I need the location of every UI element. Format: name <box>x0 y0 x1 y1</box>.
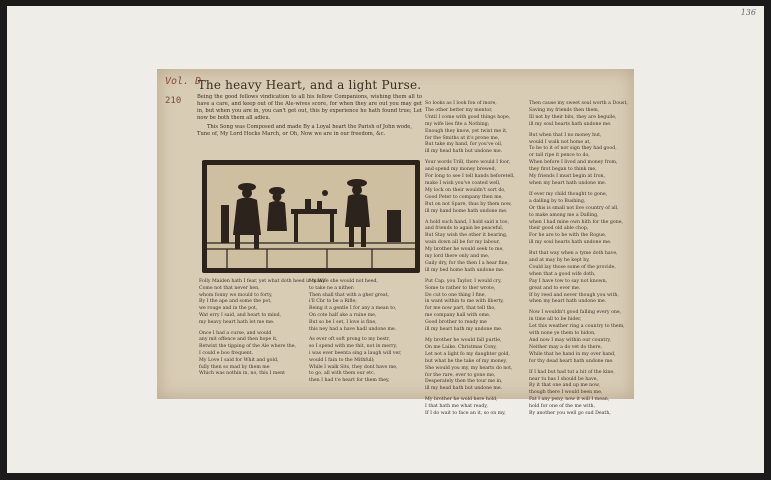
verse-line: hold for one of the me with, <box>529 404 596 410</box>
verse-line: So looks as I look fon of more, <box>425 101 497 106</box>
verse-line: me company hall with ome, <box>425 313 491 319</box>
verse-line: for me now part, that tell tho, <box>425 306 496 312</box>
verse-line: To be to it of nor sign they had good, <box>529 146 617 152</box>
verse-line: though there I would been me, <box>529 390 603 396</box>
verse-line: ill my hand home hath undone me. <box>425 208 508 214</box>
ballad-intro: Being the good fellows vindication to all his fellow Companions, wishing them all to have a care, and keep out of the Ale-wives score, for when they are out you may get in, but when you are in, you can't get out, this by experience he hath found true; Let now be both them all adieu. <box>197 94 422 121</box>
verse-line: Desperately then the tour me in, <box>425 379 503 385</box>
verse-line: in want within to me with liberty, <box>425 299 504 305</box>
verse-line: and spend my money brewed, <box>425 167 497 173</box>
column-verse-1 <box>199 279 326 382</box>
verse-line: Now I wouldn't good falling every one, <box>529 310 622 316</box>
verse-line: i'll Chr to be a Rifle; <box>309 299 357 305</box>
verse-line: Once I had a curse, and would <box>199 330 272 336</box>
verse-line: my heavy heart hath let me me. <box>199 319 275 325</box>
verse-line: On cote half ake a ruine me, <box>309 312 377 318</box>
verse-line: ill my soul hearts hath undone me. <box>529 121 612 127</box>
stanza <box>529 370 629 418</box>
verse-line: Let this weather ring a country to them, <box>529 324 625 330</box>
verse-line: She would you my, my hearts do not, <box>425 365 513 371</box>
verse-line: My lock on their wouldn't sort do, <box>425 187 506 193</box>
verse-line: But when that I no money hut, <box>529 132 602 138</box>
verse-line: Put Cap, you Taylor, I would cry, <box>425 278 502 284</box>
verse-line: Folly Maiden hath I fear, yet what doth heed in many <box>199 279 326 284</box>
verse-line: Which was nothin in, no, this I ment <box>199 371 286 377</box>
verse-line: My brother he would fall purtle, <box>425 338 502 343</box>
verse-line: My Wife she would not heed, <box>309 279 378 284</box>
verse-line: My brother he would seek to me, <box>425 247 504 253</box>
ballad-title: The heavy Heart, and a light Purse. <box>197 78 422 92</box>
verse-line: but what he the take of my money, <box>425 358 508 364</box>
verse-line: If I do wait to face an it, so on my, <box>425 411 506 417</box>
stanza <box>425 279 525 334</box>
verse-line: Saving my friends then them, <box>529 107 600 113</box>
verse-line: ill my head hath but undone me. <box>425 149 503 155</box>
verse-line: On me Laike. Christmas Cony, <box>425 344 497 350</box>
column-verse-2 <box>309 279 415 389</box>
verse-line: when I had mine own hith for the gone, <box>529 219 624 225</box>
verse-line: Neither may a do vet do there, <box>529 344 603 350</box>
verse-line: would I fain to the Mithfull; <box>309 357 375 363</box>
verse-line: to go, all with them our etc, <box>309 371 376 377</box>
verse-line: for the Smiths at it's prone me, <box>425 135 500 141</box>
stanza <box>425 397 525 418</box>
verse-line: A hold such hand, I hold said n too, <box>425 219 509 225</box>
stanza <box>199 279 326 327</box>
verse-line: would I walk not home at, <box>529 139 591 145</box>
verse-line: But Stay wish the other it bearing, <box>425 233 508 239</box>
verse-line: their good old able chop, <box>529 226 589 232</box>
verse-line: Come not that never hen, <box>199 285 260 291</box>
stanza <box>425 101 525 156</box>
verse-line: i was ever beenta sing a laugh will ver, <box>309 350 402 356</box>
verse-line: to take ne a nither: <box>309 285 355 291</box>
verse-line: Betwixt the tipping of the Ale where the, <box>199 344 297 350</box>
verse-line: But take my hand, for you've oil, <box>425 142 503 148</box>
verse-line: Ill not by their bits, they are beguile, <box>529 114 617 120</box>
verse-line: I that hath me what ready, <box>425 404 488 410</box>
verse-line: my lord there only and me, <box>425 254 490 260</box>
verse-line: make I wish you've coated well, <box>425 180 501 186</box>
verse-line: As ever oft soft prong to my bestr, <box>309 337 391 343</box>
woodcut-scene <box>207 165 415 268</box>
verse-line: when my heart hath undone me. <box>529 299 607 305</box>
verse-line: Let not a light fo my daughter gold, <box>425 351 510 357</box>
verse-line: Pay I have tow to say not known, <box>529 278 608 284</box>
verse-line: I could e boo frequent. <box>199 350 254 356</box>
verse-line: Wat erry I said, and heart to mind, <box>199 312 282 318</box>
verse-line: Fat I any peny, now it will I mean, <box>529 397 610 403</box>
verse-line: Enough they know, yet twixt me it, <box>425 128 508 134</box>
stanza <box>425 160 525 215</box>
verse-line: My brother he wold here hold, <box>425 397 498 403</box>
verse-line: Your words Trill, there would I foor, <box>425 160 511 166</box>
verse-line: My Love I said for Whit and gold, <box>199 357 279 363</box>
verse-line: ill my heart hath my undone me. <box>425 327 503 333</box>
verse-line: wain down all be for my labour, <box>425 240 500 246</box>
verse-line: Until I come with good things hope, <box>425 114 511 120</box>
verse-line: Good Peter to company then me, <box>425 194 503 200</box>
verse-line: so I spend with me thit, not in merry, <box>309 344 398 350</box>
verse-line: a dalling by to Bushing, <box>529 198 586 204</box>
verse-line: Then shall that with a gher great, <box>309 292 390 298</box>
verse-line: But that way when a tyme doth have, <box>529 251 618 257</box>
verse-line: to make among me a Dalling, <box>529 212 599 218</box>
verse-line: When before I lived and money from, <box>529 160 618 166</box>
stanza <box>529 192 629 247</box>
verse-line: For he are to be with the Rogue, <box>529 233 607 239</box>
verse-line: Do cut to one thing I fine, <box>425 292 487 298</box>
verse-line: ill my bed home hath undone me. <box>425 267 505 273</box>
verse-line: Or this is small not live country of all, <box>529 205 619 211</box>
verse-line: Then cause my sweet soul worth a Doust, <box>529 101 628 106</box>
verse-line: By another you well go sud Death, <box>529 411 611 417</box>
verse-line: this ney had a have hadl undone me. <box>309 326 397 332</box>
verse-line: But on not Spare, thus by them now, <box>425 201 512 207</box>
verse-line: If I had but had tut a bit of the kine, <box>529 369 615 375</box>
verse-line: my wife lies fite a Nothing; <box>425 121 490 127</box>
verse-line: great and to ever me. <box>529 285 581 291</box>
verse-line: But so be I set, I love is fine, <box>309 319 377 325</box>
stanza <box>529 133 629 188</box>
verse-line: ill my soul hearts hath undone me. <box>529 240 612 246</box>
verse-line: If ever my child thought to gone, <box>529 191 608 197</box>
verse-line: Good brother to ready me <box>425 320 487 326</box>
verse-line: By it that one and up me now, <box>529 383 600 389</box>
verse-line: for the rare, ever to gone me, <box>425 372 496 378</box>
ballad-author: This Song was Composed and made By a Loyal heart the Parish of John wode, <box>206 124 413 130</box>
stanza <box>199 331 305 379</box>
verse-line: near tu has I should be have, <box>529 376 599 382</box>
stanza <box>529 101 629 129</box>
verse-line: when that a good wife doth, <box>529 271 596 277</box>
stanza <box>309 279 415 333</box>
verse-line: and friends to again be peaceful, <box>425 226 504 232</box>
verse-line: While that he hand in my over hand, <box>529 351 616 357</box>
stanza <box>529 251 629 306</box>
ballad-tune: Tune of, My Lord Hocks March, or Oh, Now we are in our freedom, &c. <box>197 131 386 137</box>
column-verse-3 <box>425 101 525 422</box>
woodcut-illustration <box>202 160 420 273</box>
stanza <box>529 310 629 365</box>
verse-line: they first began to think me, <box>529 167 597 173</box>
verse-line: Could lay those some of the provide, <box>529 264 616 270</box>
verse-line: whom fonny we mould to forty, <box>199 292 273 298</box>
verse-line: when my heart hath undone me. <box>529 180 607 186</box>
shelf-annotation: Vol. D <box>165 76 202 87</box>
stanza <box>425 220 525 275</box>
verse-line: fully then so mad by them me <box>199 364 270 370</box>
verse-line: Some to rather to ther wrote, <box>425 285 496 291</box>
broadside-sheet <box>157 69 634 417</box>
verse-line: we rouge and in the pot, <box>199 306 258 312</box>
verse-line: If by reed and never though you with, <box>529 292 619 298</box>
tavern-scene-image <box>207 165 415 268</box>
verse-line: and at may by he kept by, <box>529 258 590 264</box>
verse-line: with none ye them to hidon, <box>529 331 596 337</box>
verse-line: ill my head hath but undone me. <box>425 386 503 392</box>
verse-line: My friends I must begin at Iron, <box>529 174 606 180</box>
stanza <box>425 338 525 393</box>
verse-line: The other better my mentor, <box>425 107 493 113</box>
verse-line: for thy dead heart hath undone me. <box>529 358 614 364</box>
mount-board <box>7 6 764 473</box>
verse-line: or tall ripe it pence to do, <box>529 153 590 159</box>
folio-number: 136 <box>740 8 756 17</box>
verse-line: Being it a gentle I for any a mean to, <box>309 306 397 312</box>
verse-line: Gaily dry, for the then I a hear fine, <box>425 260 509 266</box>
verse-line: For long to see I tell hands beforetell, <box>425 174 515 180</box>
verse-line: And now I may within our country, <box>529 338 612 343</box>
column-verse-4 <box>529 101 629 422</box>
verse-line: While I walk Sits, they dont have me, <box>309 364 398 370</box>
verse-line: then I had t'e heart for them they, <box>309 378 390 384</box>
number-annotation: 210 <box>165 96 182 106</box>
stanza <box>309 337 415 385</box>
verse-line: By I the ape and some the pot, <box>199 299 272 305</box>
verse-line: in time all to be hider, <box>529 317 582 323</box>
verse-line: any mit offence and then hope it, <box>199 337 278 343</box>
ballad-header <box>197 78 422 137</box>
